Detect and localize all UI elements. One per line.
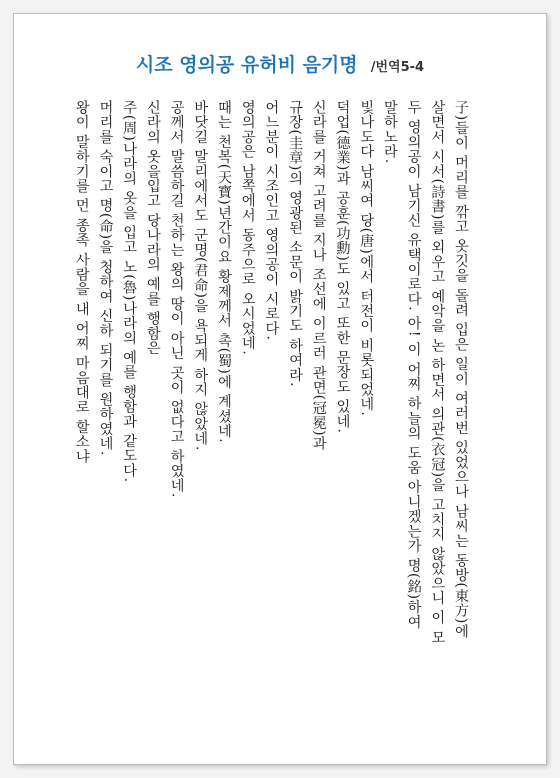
text-column-10: 영의공은 남쪽에서 동주으로 오시었네.	[239, 100, 256, 356]
text-column-17: 왕이 말하기를 먼 종족 사람을 내 어찌 마음대로 할소냐	[73, 100, 90, 464]
text-column-9: 어느분이 시조인고 영의공이 시로다.	[263, 100, 280, 341]
header	[14, 50, 546, 77]
vertical-text-body	[73, 100, 472, 740]
text-column-1: 子)들이 머리를 깎고 옷깃을 돌려 입은 일이 여러번 있었으나 남씨는 동방(東方)에	[453, 100, 469, 639]
document-title: 시조 영의공 유허비 음기명	[135, 54, 358, 76]
text-column-6: 덕업(德業)과 공훈(功勳)도 있고 또한 문장도 있네.	[334, 100, 351, 434]
text-column-7: 신라를 거쳐 고려를 지나 조선에 이르러 관면(冠冕)과	[310, 100, 327, 451]
text-column-16: 머리를 숙이고 명(命)을 청하여 신하 되기를 원하였네.	[97, 100, 114, 456]
document-subtitle: /번역5-4	[370, 60, 425, 75]
text-column-8: 규장(圭章)의 영광된 소문이 밝기도 하여라.	[287, 100, 304, 388]
text-column-4: 말하노라.	[381, 100, 398, 164]
text-column-5: 빛나도다 남씨여 당(唐)에서 터전이 비롯되었네.	[358, 100, 375, 417]
text-column-13: 공께서 말씀하길 천하는 왕의 땅이 아닌 곳이 없다고 하였네.	[168, 100, 185, 498]
text-column-2: 살면서 시서(詩書)를 외우고 예악을 논 하면서 의관(衣冠)을 고치지 않았으니 이 모	[429, 100, 446, 645]
text-column-15: 주(周)나라의 옷을 입고 노(魯)나라의 예를 행함과 같도다.	[121, 100, 138, 483]
document-page	[13, 13, 547, 765]
text-column-12: 바닷길 말리에서도 군명(君命)을 욕되게 하지 않았네.	[192, 100, 209, 451]
text-column-3: 두 영의공이 남기신 유택이로다. 아! 이 어찌 하늘의 도움 아니겠는가 명(銘)하여	[405, 100, 422, 630]
text-column-11: 때는 천복(天寶)년간이요 황제께서 촉(蜀)에 계셨네.	[215, 100, 232, 444]
text-column-14: 신라의 옷을입고 당나라의 예를 행함은	[144, 100, 161, 356]
